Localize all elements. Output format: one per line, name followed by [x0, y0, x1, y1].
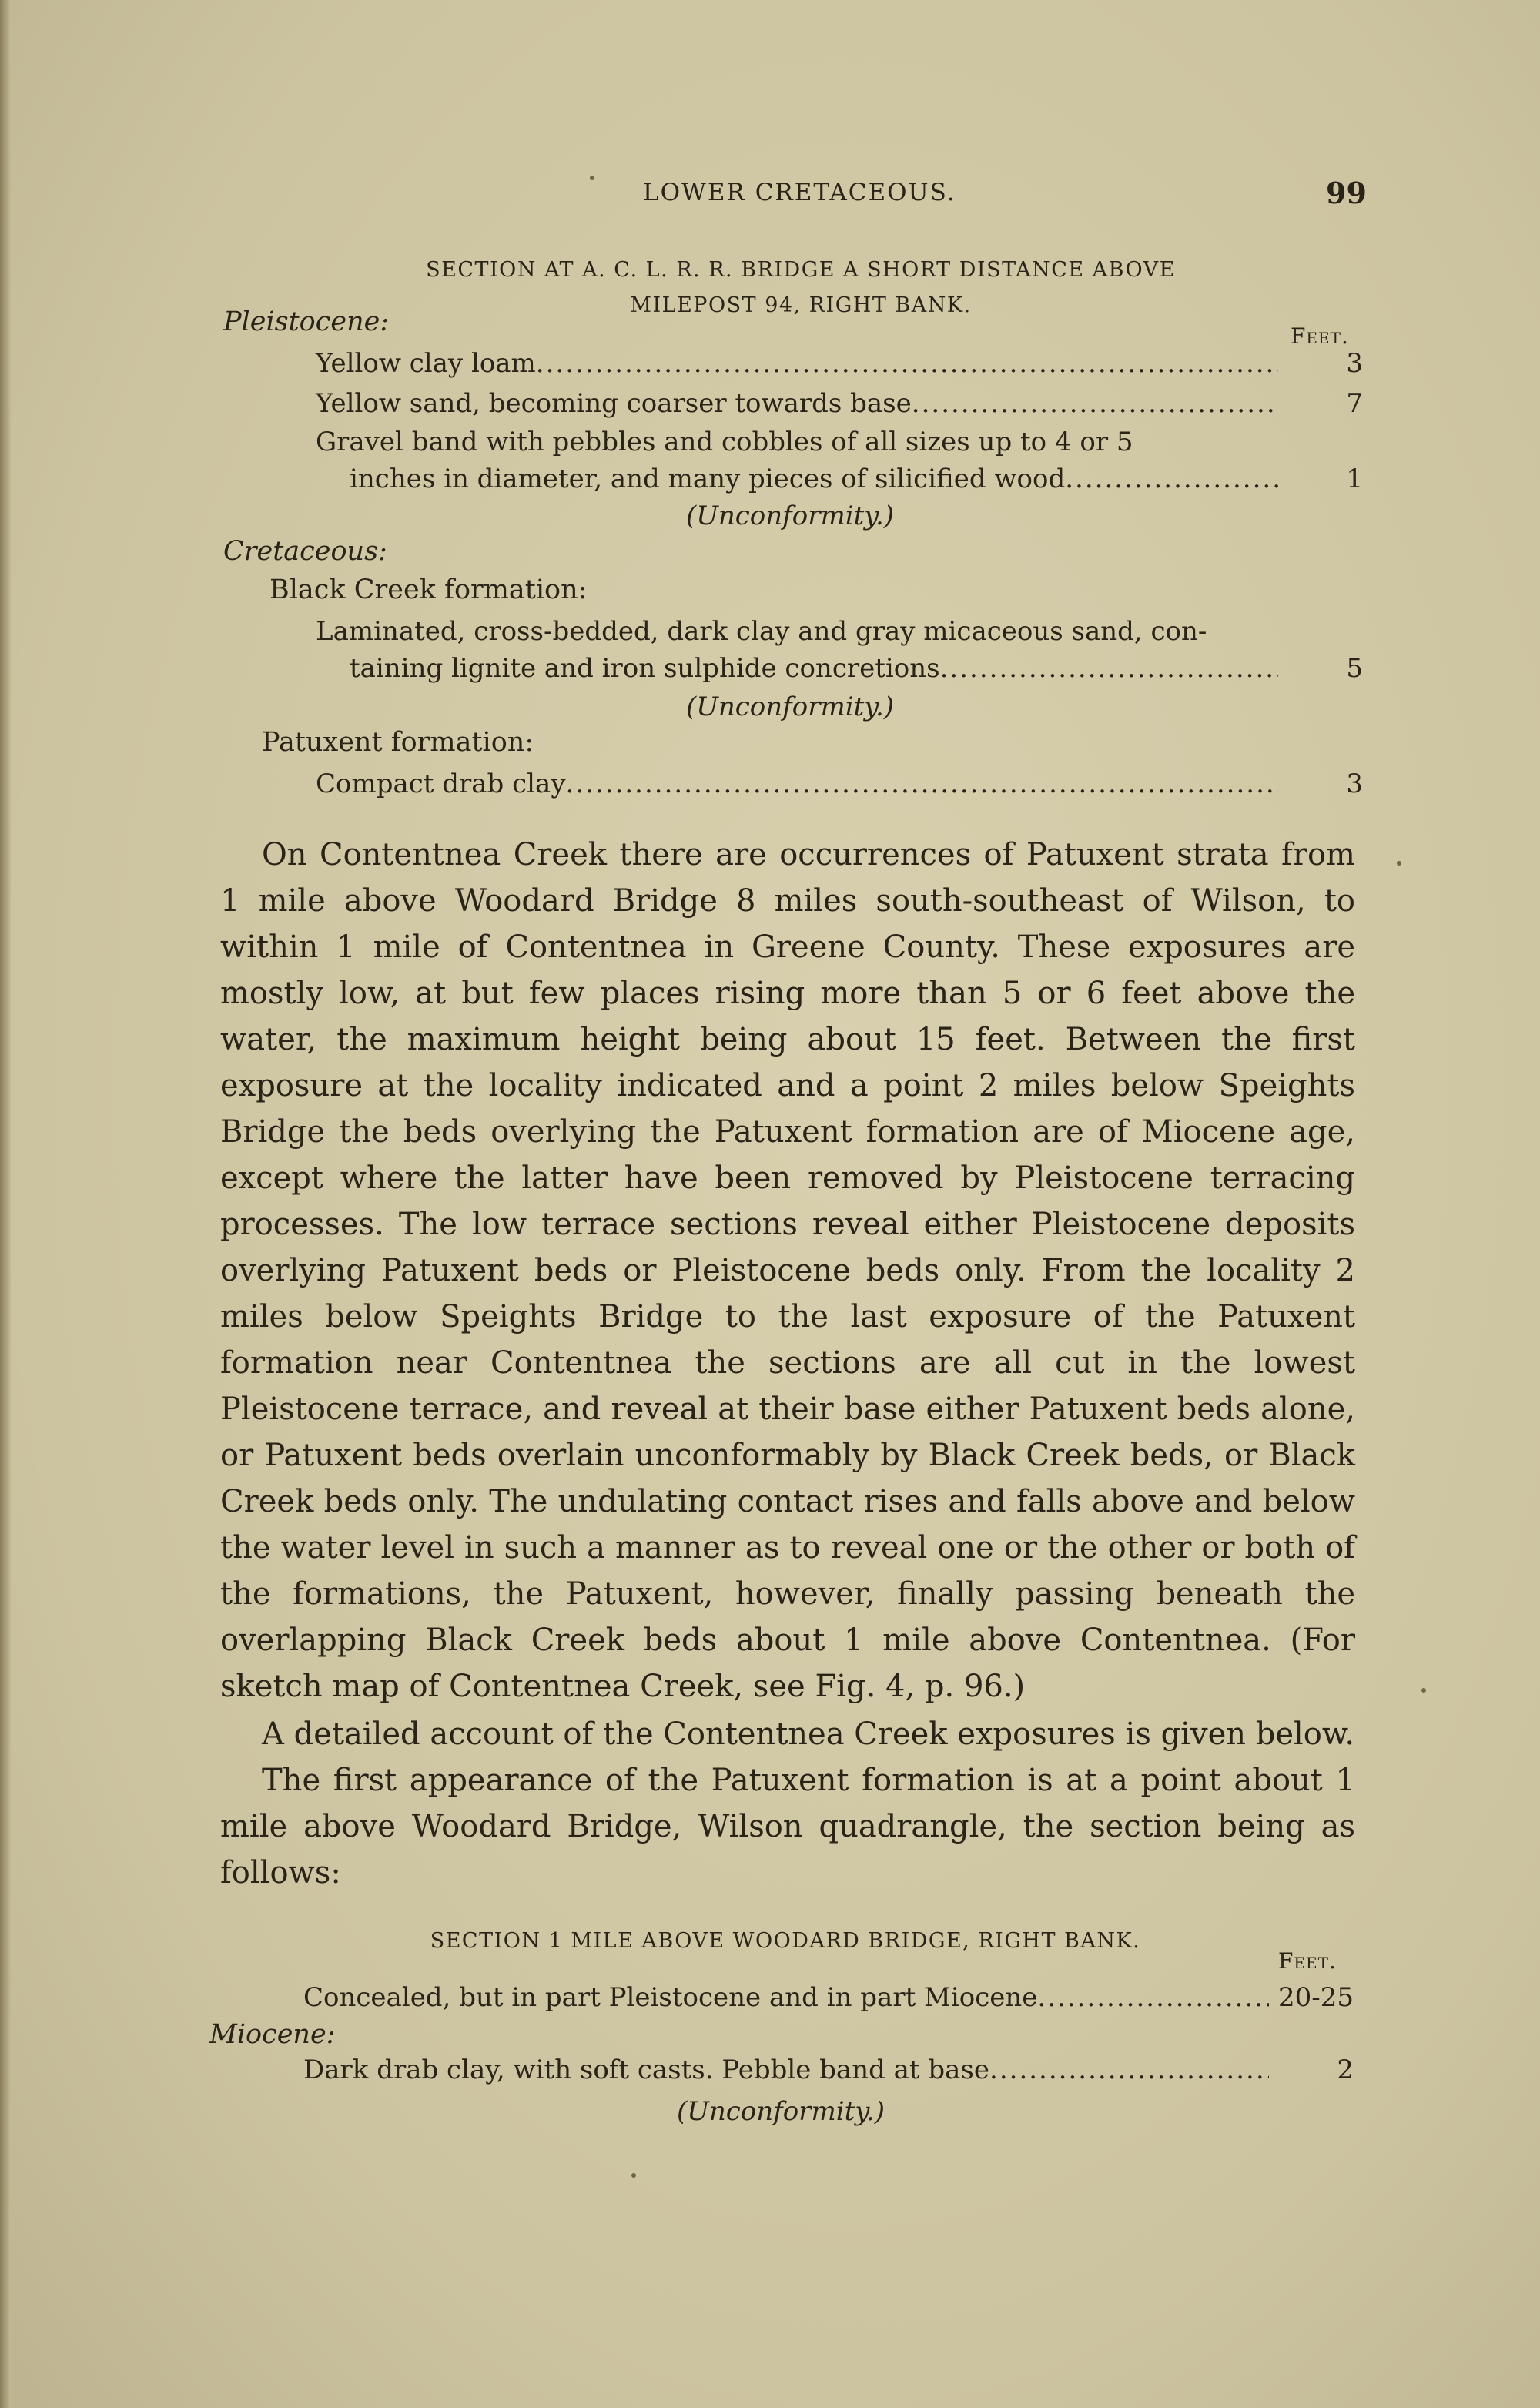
- page-header: [0, 176, 1540, 209]
- stratum-text-line-1: Laminated, cross-bedded, dark clay and gray micaceous sand, con-: [316, 616, 1207, 647]
- stratum-thickness: 3: [1346, 348, 1363, 379]
- unconformity-2: (Unconformity.): [685, 692, 895, 722]
- stratum-text-line-2: inches in diameter, and many pieces of silicified wood: [350, 464, 1066, 494]
- paragraph-text: On Contentnea Creek there are occurrences of Patuxent strata from 1 mile above Woodard Bridge 8 miles south-southeast of Wilson, to within 1 mile of Contentnea in Greene County. These exposures are mostly low, at but few places rising more than 5 or 6 feet above the water, the maximum height being about 15 feet. Between the first exposure at the locality indicated and a point 2 miles below Speights Bridge the beds overlying the Patuxent formation are of Miocene age, except where the latter have been removed by Pleistocene terracing processes. The low terrace sections reveal either Pleistocene deposits overlying Patuxent beds or Pleistocene beds only. From the locality 2 miles below Speights Bridge to the last exposure of the Patuxent formation near Contentnea the sections are all cut in the lowest Pleistocene terrace, and reveal at their base either Patuxent beds alone, or Patuxent beds overlain unconformably by Black Creek beds, or Black Creek beds only. The undulating contact rises and falls above and below the water level in such a manner as to reveal one or the other or both of the formations, the Patuxent, however, finally passing beneath the overlapping Black Creek beds about 1 mile above Contentnea. (For sketch map of Contentnea Creek, see Fig. 4, p. 96.): [220, 837, 1355, 1704]
- stratum-concealed: [303, 1979, 1354, 2016]
- black-creek-formation-label: Black Creek formation:: [270, 574, 588, 605]
- feet-header-1: Feet.: [1291, 323, 1349, 349]
- stratum-thickness: 3: [1346, 769, 1363, 799]
- section-1-title: [323, 253, 1278, 323]
- running-head: LOWER CRETACEOUS.: [643, 179, 956, 206]
- miocene-label: Miocene:: [209, 2019, 336, 2050]
- section-2-title-line: SECTION 1 MILE ABOVE WOODARD BRIDGE, RIGHT BANK.: [430, 1929, 1141, 1953]
- page-spine-edge: [0, 0, 11, 2408]
- paper-speck: [1397, 861, 1401, 866]
- stratum-yellow-clay-loam: [316, 345, 1363, 382]
- paragraph-detailed-account: [220, 1711, 1355, 1757]
- unconformity-1: (Unconformity.): [685, 501, 895, 531]
- page-number: 99: [1326, 176, 1367, 210]
- unconformity-3: (Unconformity.): [676, 2096, 886, 2127]
- stratum-gravel-band: [316, 424, 1363, 497]
- stratum-thickness: 7: [1346, 388, 1363, 419]
- feet-header-2: Feet.: [1278, 1948, 1337, 1974]
- stratum-text: Concealed, but in part Pleistocene and in part Miocene: [303, 1982, 1038, 2013]
- pleistocene-label: Pleistocene:: [223, 306, 390, 337]
- stratum-text: Yellow sand, becoming coarser towards base: [316, 388, 912, 419]
- section-2-title: [308, 1924, 1263, 1959]
- stratum-thickness: 2: [1337, 2055, 1354, 2085]
- stratum-text-line-1: Gravel band with pebbles and cobbles of all sizes up to 4 or 5: [316, 427, 1133, 457]
- paragraph-first-appearance: [220, 1757, 1355, 1896]
- stratum-thickness: 5: [1346, 653, 1363, 684]
- paper-speck: [1421, 1688, 1426, 1693]
- section-1-title-line-1: SECTION AT A. C. L. R. R. BRIDGE A SHORT DISTANCE ABOVE: [426, 258, 1176, 282]
- stratum-compact-drab-clay: [316, 765, 1363, 802]
- stratum-text-line-2: taining lignite and iron sulphide concretions: [350, 653, 940, 684]
- stratum-thickness: 20-25: [1277, 1982, 1354, 2013]
- stratum-dark-drab-clay: [303, 2051, 1354, 2088]
- paper-speck: [631, 2173, 636, 2178]
- paragraph-contentnea-creek: [220, 832, 1355, 1710]
- stratum-text: Yellow clay loam: [316, 348, 536, 379]
- stratum-yellow-sand: [316, 385, 1363, 422]
- cretaceous-label: Cretaceous:: [223, 536, 387, 567]
- patuxent-formation-label: Patuxent formation:: [262, 727, 534, 758]
- stratum-thickness: 1: [1346, 464, 1363, 494]
- stratum-laminated-clay-sand: [316, 613, 1363, 687]
- stratum-text: Dark drab clay, with soft casts. Pebble band at base: [303, 2055, 990, 2085]
- paragraph-text: A detailed account of the Contentnea Creek exposures is given below.: [262, 1716, 1355, 1752]
- paper-speck: [590, 176, 594, 180]
- paragraph-text: The first appearance of the Patuxent formation is at a point about 1 mile above Woodard Bridge, Wilson quadrangle, the section being as follows:: [220, 1763, 1355, 1891]
- section-1-title-line-2: MILEPOST 94, RIGHT BANK.: [630, 293, 972, 317]
- stratum-text: Compact drab clay: [316, 769, 566, 799]
